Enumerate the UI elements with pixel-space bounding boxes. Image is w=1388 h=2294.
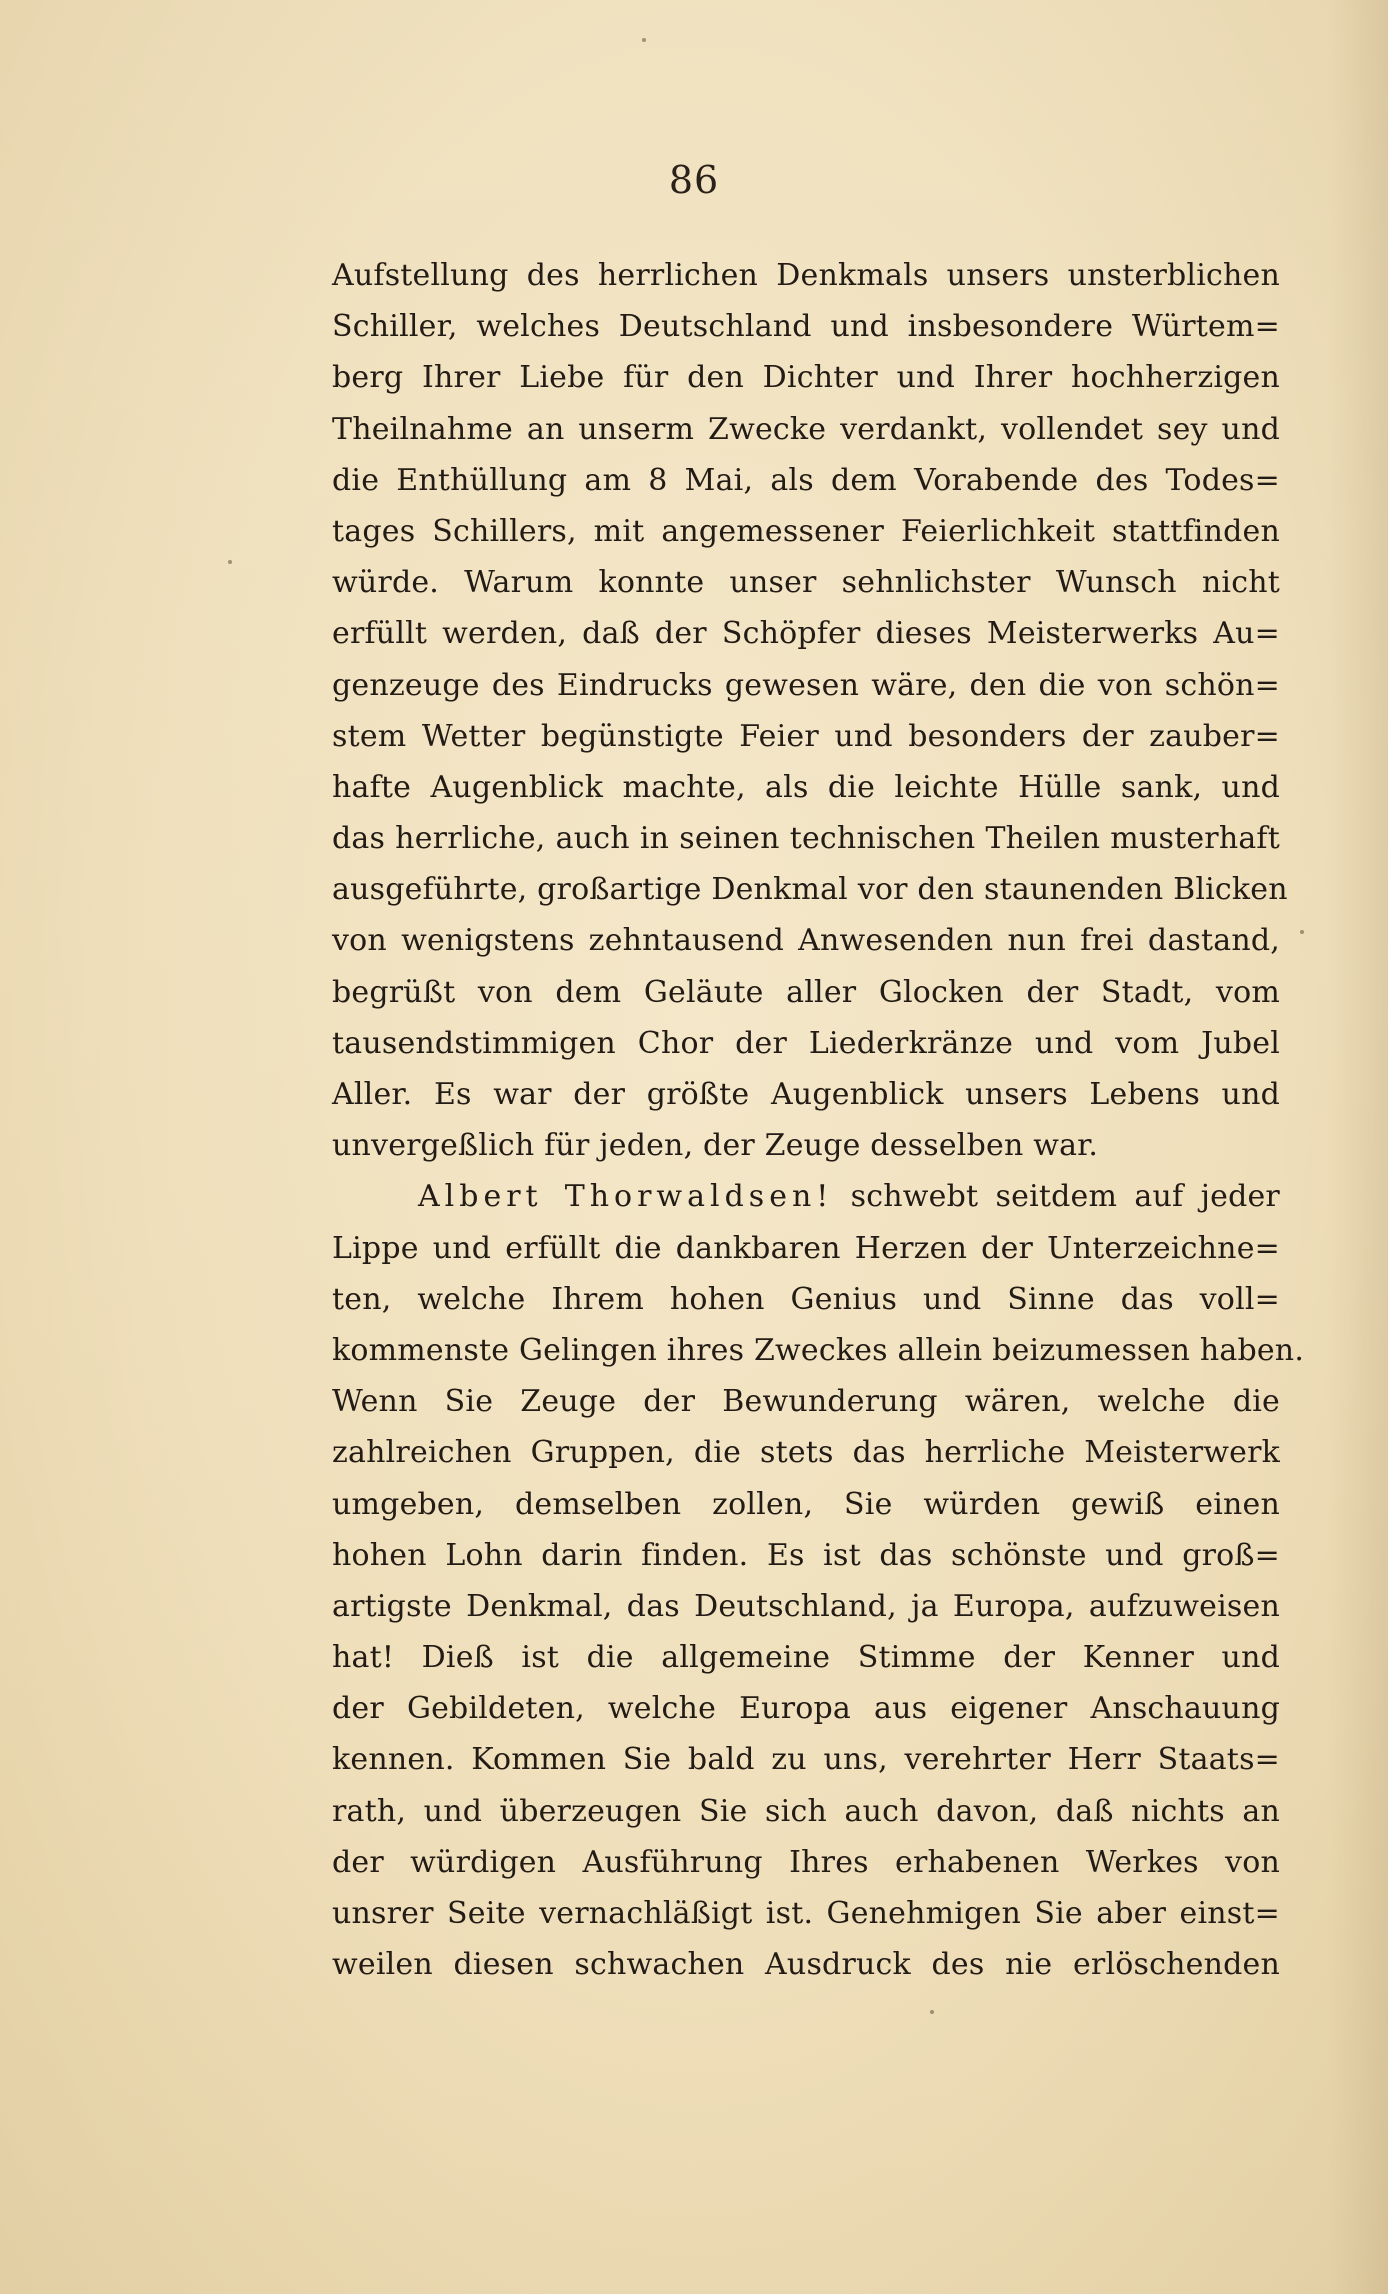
text-line: würde. Warum konnte unser sehnlichster Wunsch nicht bbox=[332, 565, 1280, 601]
text-line: berg Ihrer Liebe für den Dichter und Ihrer hochherzigen bbox=[332, 360, 1280, 396]
text-line: stem Wetter begünstigte Feier und besonders der zauber= bbox=[332, 718, 1280, 754]
page-edge-shadow bbox=[1328, 0, 1388, 2294]
text-line: Aufstellung des herrlichen Denkmals unsers unsterblichen bbox=[332, 258, 1280, 293]
text-line: zahlreichen Gruppen, die stets das herrliche Meisterwerk bbox=[332, 1435, 1280, 1471]
text-line: die Enthüllung am 8 Mai, als dem Vorabende des Todes= bbox=[332, 462, 1280, 498]
text-line: das herrliche, auch in seinen technischen Theilen musterhaft bbox=[332, 821, 1280, 857]
text-line: genzeuge des Eindrucks gewesen wäre, den die von schön= bbox=[332, 667, 1280, 703]
paragraph-first-line bbox=[332, 1171, 1280, 1222]
spaced-name: Albert Thorwaldsen! bbox=[418, 1179, 834, 1215]
page-number: 86 bbox=[668, 158, 720, 202]
text-line: rath, und überzeugen Sie sich auch davon, daß nichts an bbox=[332, 1793, 1280, 1829]
paper-speck bbox=[228, 560, 232, 564]
text-line: unvergeßlich für jeden, der Zeuge desselben war. bbox=[332, 1128, 1099, 1164]
text-line: Theilnahme an unserm Zwecke verdankt, vollendet sey und bbox=[332, 411, 1280, 447]
text-line: begrüßt von dem Geläute aller Glocken der Stadt, vom bbox=[332, 974, 1280, 1010]
text-line: kommenste Gelingen ihres Zweckes allein beizumessen haben. bbox=[332, 1332, 1305, 1368]
text-line: unsrer Seite vernachläßigt ist. Genehmigen Sie aber einst= bbox=[332, 1896, 1280, 1931]
text-line: ten, welche Ihrem hohen Genius und Sinne das voll= bbox=[332, 1281, 1280, 1317]
text-line: hafte Augenblick machte, als die leichte Hülle sank, und bbox=[332, 769, 1280, 805]
body-text bbox=[332, 250, 1305, 1990]
paper-speck bbox=[930, 2010, 934, 2014]
text-line: Wenn Sie Zeuge der Bewunderung wären, welche die bbox=[332, 1384, 1280, 1420]
text-line: der Gebildeten, welche Europa aus eigener Anschauung bbox=[332, 1691, 1280, 1727]
text-line: Lippe und erfüllt die dankbaren Herzen der Unterzeichne= bbox=[332, 1230, 1280, 1266]
text-line: kennen. Kommen Sie bald zu uns, verehrter Herr Staats= bbox=[332, 1742, 1280, 1778]
text-line: von wenigstens zehntausend Anwesenden nun frei dastand, bbox=[332, 923, 1280, 959]
paper-speck bbox=[642, 38, 646, 42]
text-line: tausendstimmigen Chor der Liederkränze und vom Jubel bbox=[332, 1025, 1280, 1061]
paper-speck bbox=[1300, 930, 1304, 934]
paragraph-first-line-rest: schwebt seitdem auf jeder bbox=[850, 1179, 1280, 1215]
text-line: umgeben, demselben zollen, Sie würden gewiß einen bbox=[332, 1486, 1280, 1522]
text-line: tages Schillers, mit angemessener Feierlichkeit stattfinden bbox=[332, 513, 1280, 549]
text-line: erfüllt werden, daß der Schöpfer dieses Meisterwerks Au= bbox=[332, 616, 1280, 652]
text-line: weilen diesen schwachen Ausdruck des nie erlöschenden bbox=[332, 1947, 1280, 1983]
text-line: hohen Lohn darin finden. Es ist das schönste und groß= bbox=[332, 1537, 1280, 1573]
text-line: der würdigen Ausführung Ihres erhabenen Werkes von bbox=[332, 1844, 1280, 1880]
text-line: artigste Denkmal, das Deutschland, ja Europa, aufzuweisen bbox=[332, 1588, 1280, 1624]
text-line: ausgeführte, großartige Denkmal vor den staunenden Blicken bbox=[332, 872, 1288, 908]
text-line: hat! Dieß ist die allgemeine Stimme der Kenner und bbox=[332, 1640, 1280, 1676]
text-line: Schiller, welches Deutschland und insbesondere Würtem= bbox=[332, 309, 1280, 345]
text-line: Aller. Es war der größte Augenblick unsers Lebens und bbox=[332, 1077, 1280, 1112]
